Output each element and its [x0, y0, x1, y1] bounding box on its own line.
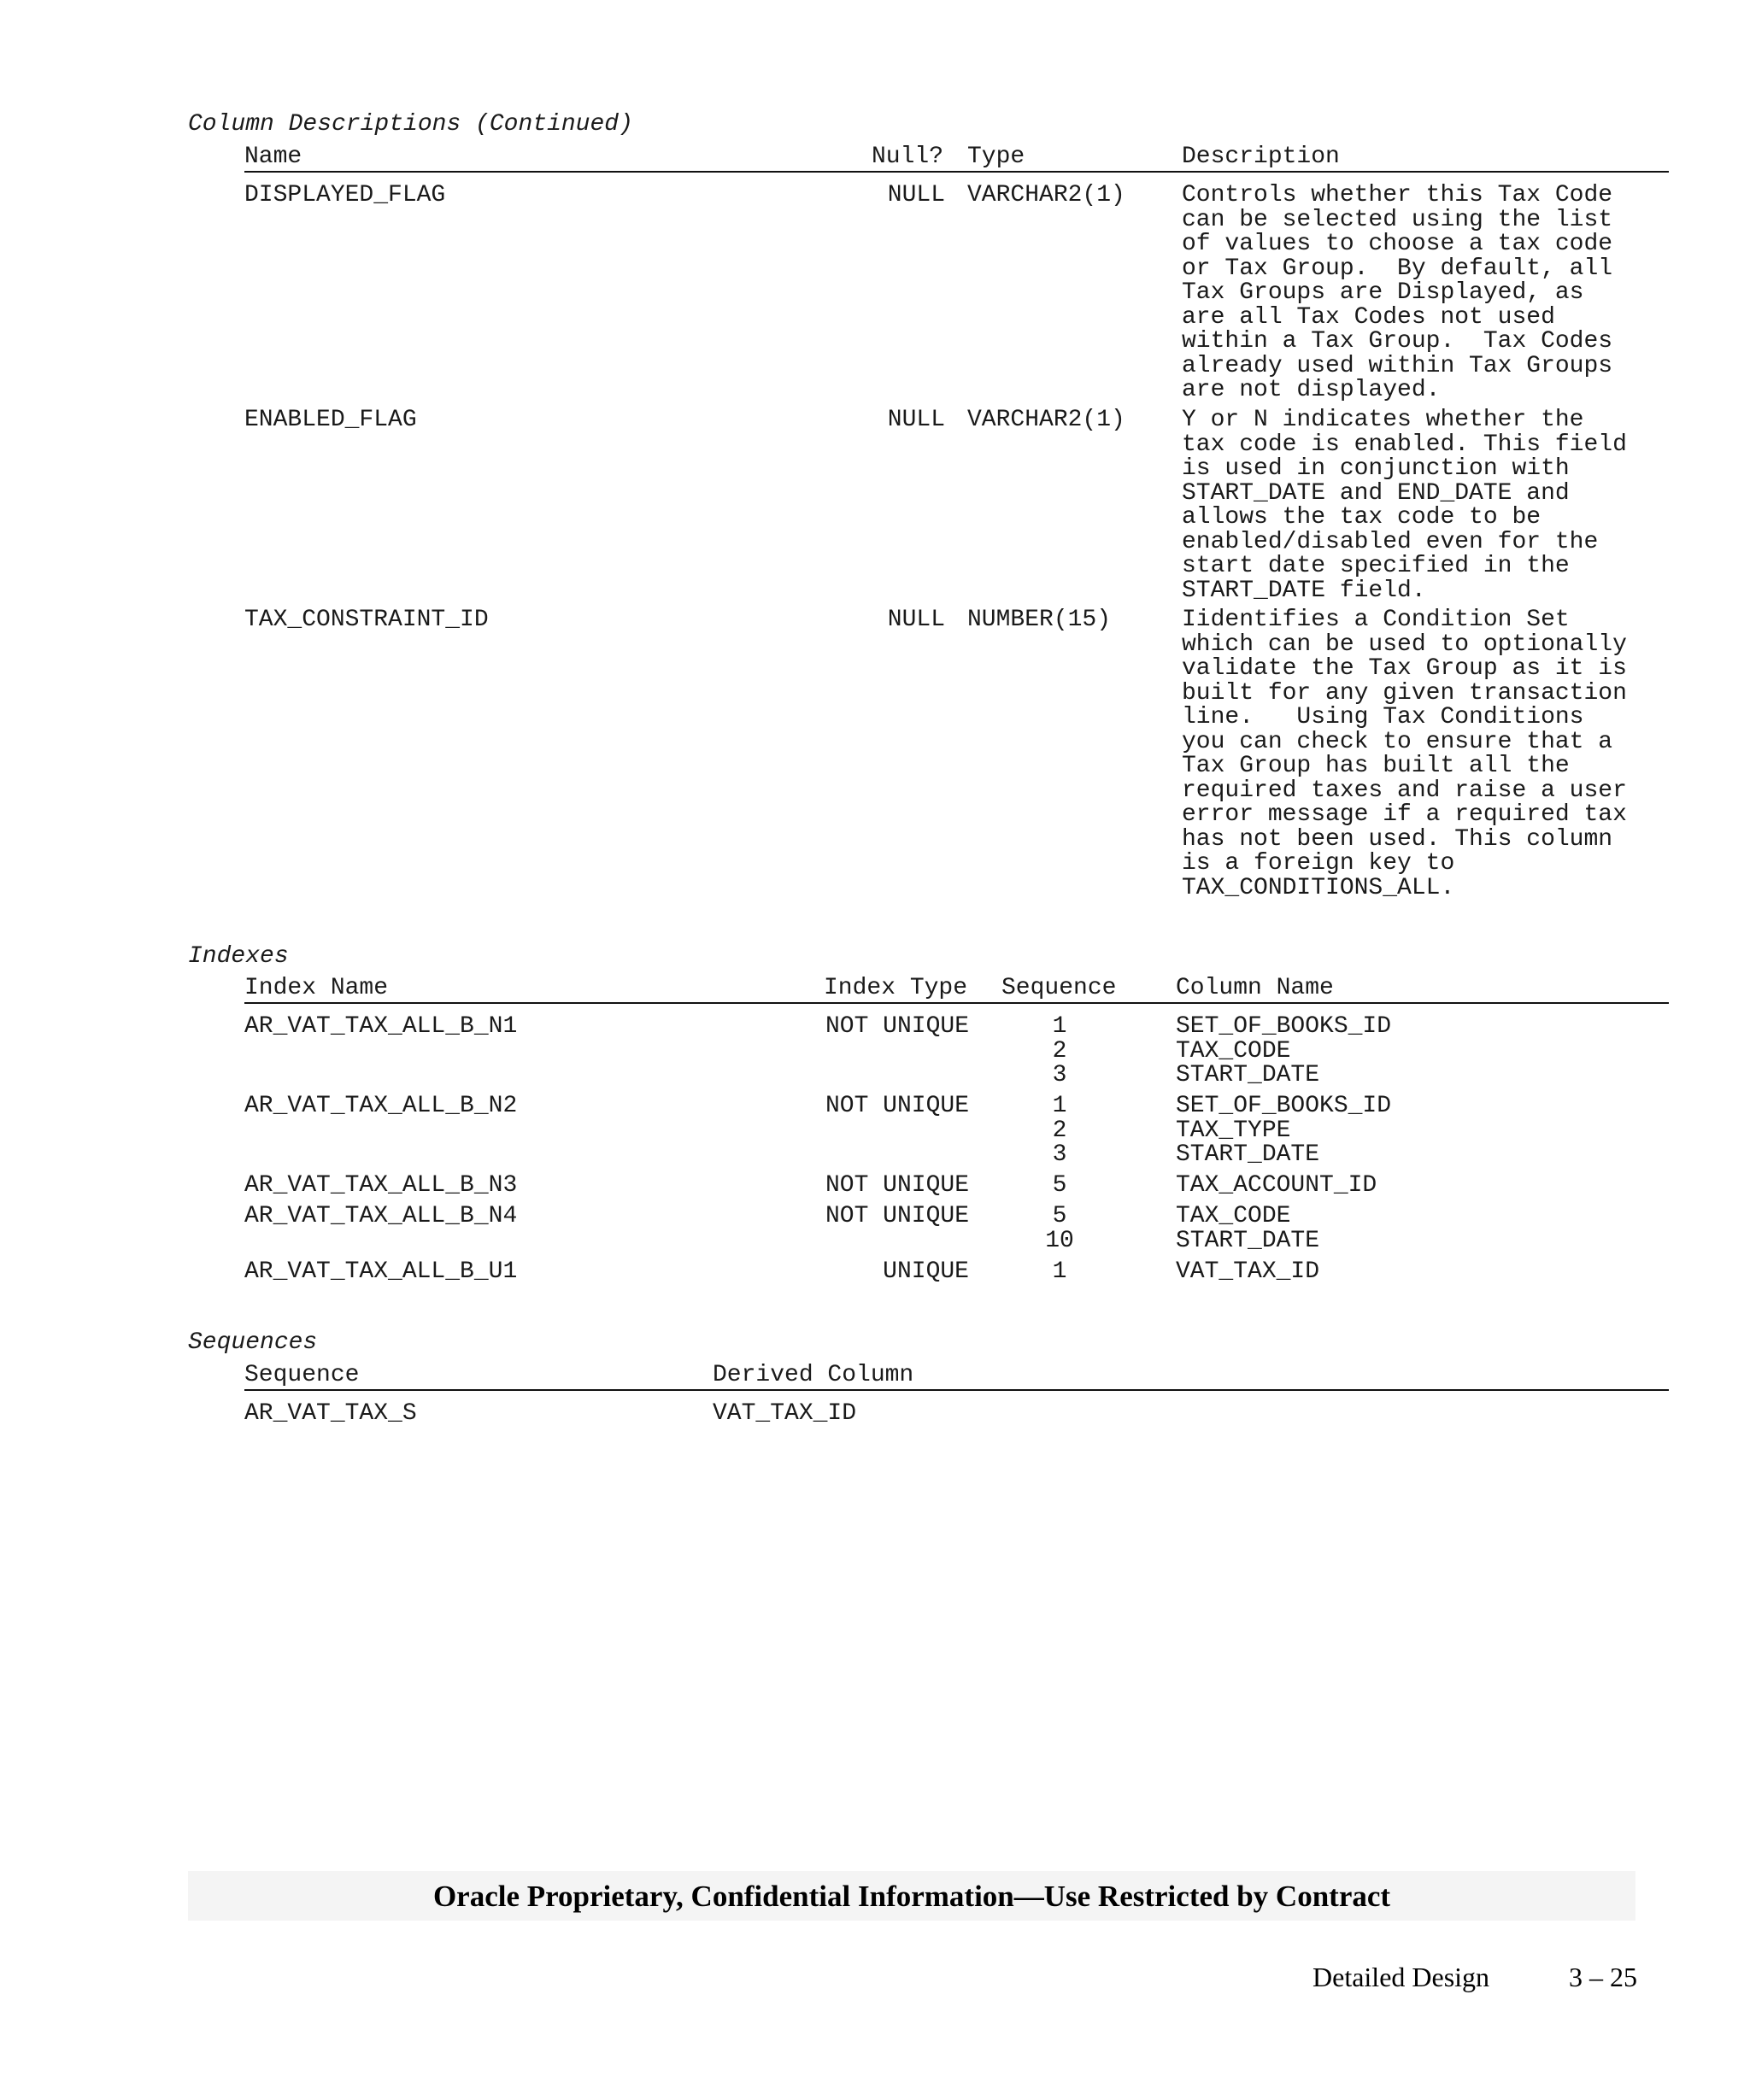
- column-description: Iidentifies a Condition Set which can be used to optionally validate the Tax Group as it is built for any given transaction line. Using Tax Conditions you can check to ensure that a Tax Group has built all the required taxes and raise a user error message if a required tax has not been used. This column is a foreign key to TAX_CONDITIONS_ALL.: [1182, 607, 1627, 901]
- confidential-banner: [188, 1871, 1635, 1921]
- derived-column: VAT_TAX_ID: [713, 1400, 857, 1427]
- column-name: TAX_CONSTRAINT_ID: [244, 607, 489, 633]
- index-name: AR_VAT_TAX_ALL_B_N4: [244, 1203, 518, 1229]
- col-header-name: Name: [244, 144, 302, 170]
- derived-column-header: Derived Column: [713, 1362, 914, 1388]
- column-null: NULL: [887, 182, 945, 208]
- index-header-sequence: Sequence: [1001, 975, 1117, 1001]
- indexes-rule: [244, 1002, 1669, 1004]
- index-sequence: 5: [1052, 1172, 1067, 1199]
- footer-section-name: Detailed Design: [1312, 1962, 1490, 1992]
- confidential-text: Oracle Proprietary, Confidential Information––Use Restricted by Contract: [432, 1880, 1391, 1913]
- column-null: NULL: [887, 407, 945, 433]
- index-header-name: Index Name: [244, 975, 389, 1001]
- index-type: NOT UNIQUE: [825, 1013, 969, 1040]
- index-type: NOT UNIQUE: [825, 1203, 969, 1229]
- index-name: AR_VAT_TAX_ALL_B_N2: [244, 1093, 518, 1119]
- col-header-null: Null?: [872, 144, 944, 170]
- column-type: NUMBER(15): [967, 607, 1112, 633]
- column-name: DISPLAYED_FLAG: [244, 182, 446, 208]
- column-descriptions-rule: [244, 171, 1669, 173]
- index-type: UNIQUE: [883, 1258, 969, 1285]
- index-sequence: 1: [1052, 1258, 1067, 1285]
- sequences-title: Sequences: [188, 1329, 318, 1356]
- index-column-name: SET_OF_BOOKS_ID TAX_CODE START_DATE: [1176, 1013, 1392, 1088]
- sequence-header: Sequence: [244, 1362, 360, 1388]
- index-type: NOT UNIQUE: [825, 1172, 969, 1199]
- column-name: ENABLED_FLAG: [244, 407, 417, 433]
- index-column-name: TAX_CODE START_DATE: [1176, 1203, 1320, 1254]
- index-sequence: 1 2 3: [1052, 1013, 1067, 1088]
- index-name: AR_VAT_TAX_ALL_B_N1: [244, 1013, 518, 1040]
- index-header-column-name: Column Name: [1176, 975, 1334, 1001]
- col-header-type: Type: [967, 144, 1025, 170]
- index-header-type: Index Type: [824, 975, 968, 1001]
- index-column-name: TAX_ACCOUNT_ID: [1176, 1172, 1377, 1199]
- index-column-name: VAT_TAX_ID: [1176, 1258, 1320, 1285]
- column-null: NULL: [887, 607, 945, 633]
- index-name: AR_VAT_TAX_ALL_B_N3: [244, 1172, 518, 1199]
- column-type: VARCHAR2(1): [967, 407, 1125, 433]
- index-type: NOT UNIQUE: [825, 1093, 969, 1119]
- column-description: Controls whether this Tax Code can be selected using the list of values to choose a tax code or Tax Group. By default, all Tax Groups are Displayed, as are all Tax Codes not used within a Tax Group. Tax Codes already used within Tax Groups are not displayed.: [1182, 182, 1613, 403]
- col-header-description: Description: [1182, 144, 1340, 170]
- indexes-title: Indexes: [188, 943, 289, 970]
- column-description: Y or N indicates whether the tax code is enabled. This field is used in conjunction with START_DATE and END_DATE and allows the tax code to be enabled/disabled even for the start date specified in the START_DATE field.: [1182, 407, 1627, 604]
- index-sequence: 5 10: [1045, 1203, 1074, 1254]
- index-sequence: 1 2 3: [1052, 1093, 1067, 1168]
- index-name: AR_VAT_TAX_ALL_B_U1: [244, 1258, 518, 1285]
- column-type: VARCHAR2(1): [967, 182, 1125, 208]
- page-number: 3 – 25: [1569, 1962, 1637, 1992]
- index-column-name: SET_OF_BOOKS_ID TAX_TYPE START_DATE: [1176, 1093, 1392, 1168]
- sequence-name: AR_VAT_TAX_S: [244, 1400, 417, 1427]
- column-descriptions-title: Column Descriptions (Continued): [188, 111, 633, 138]
- sequences-rule: [244, 1389, 1669, 1391]
